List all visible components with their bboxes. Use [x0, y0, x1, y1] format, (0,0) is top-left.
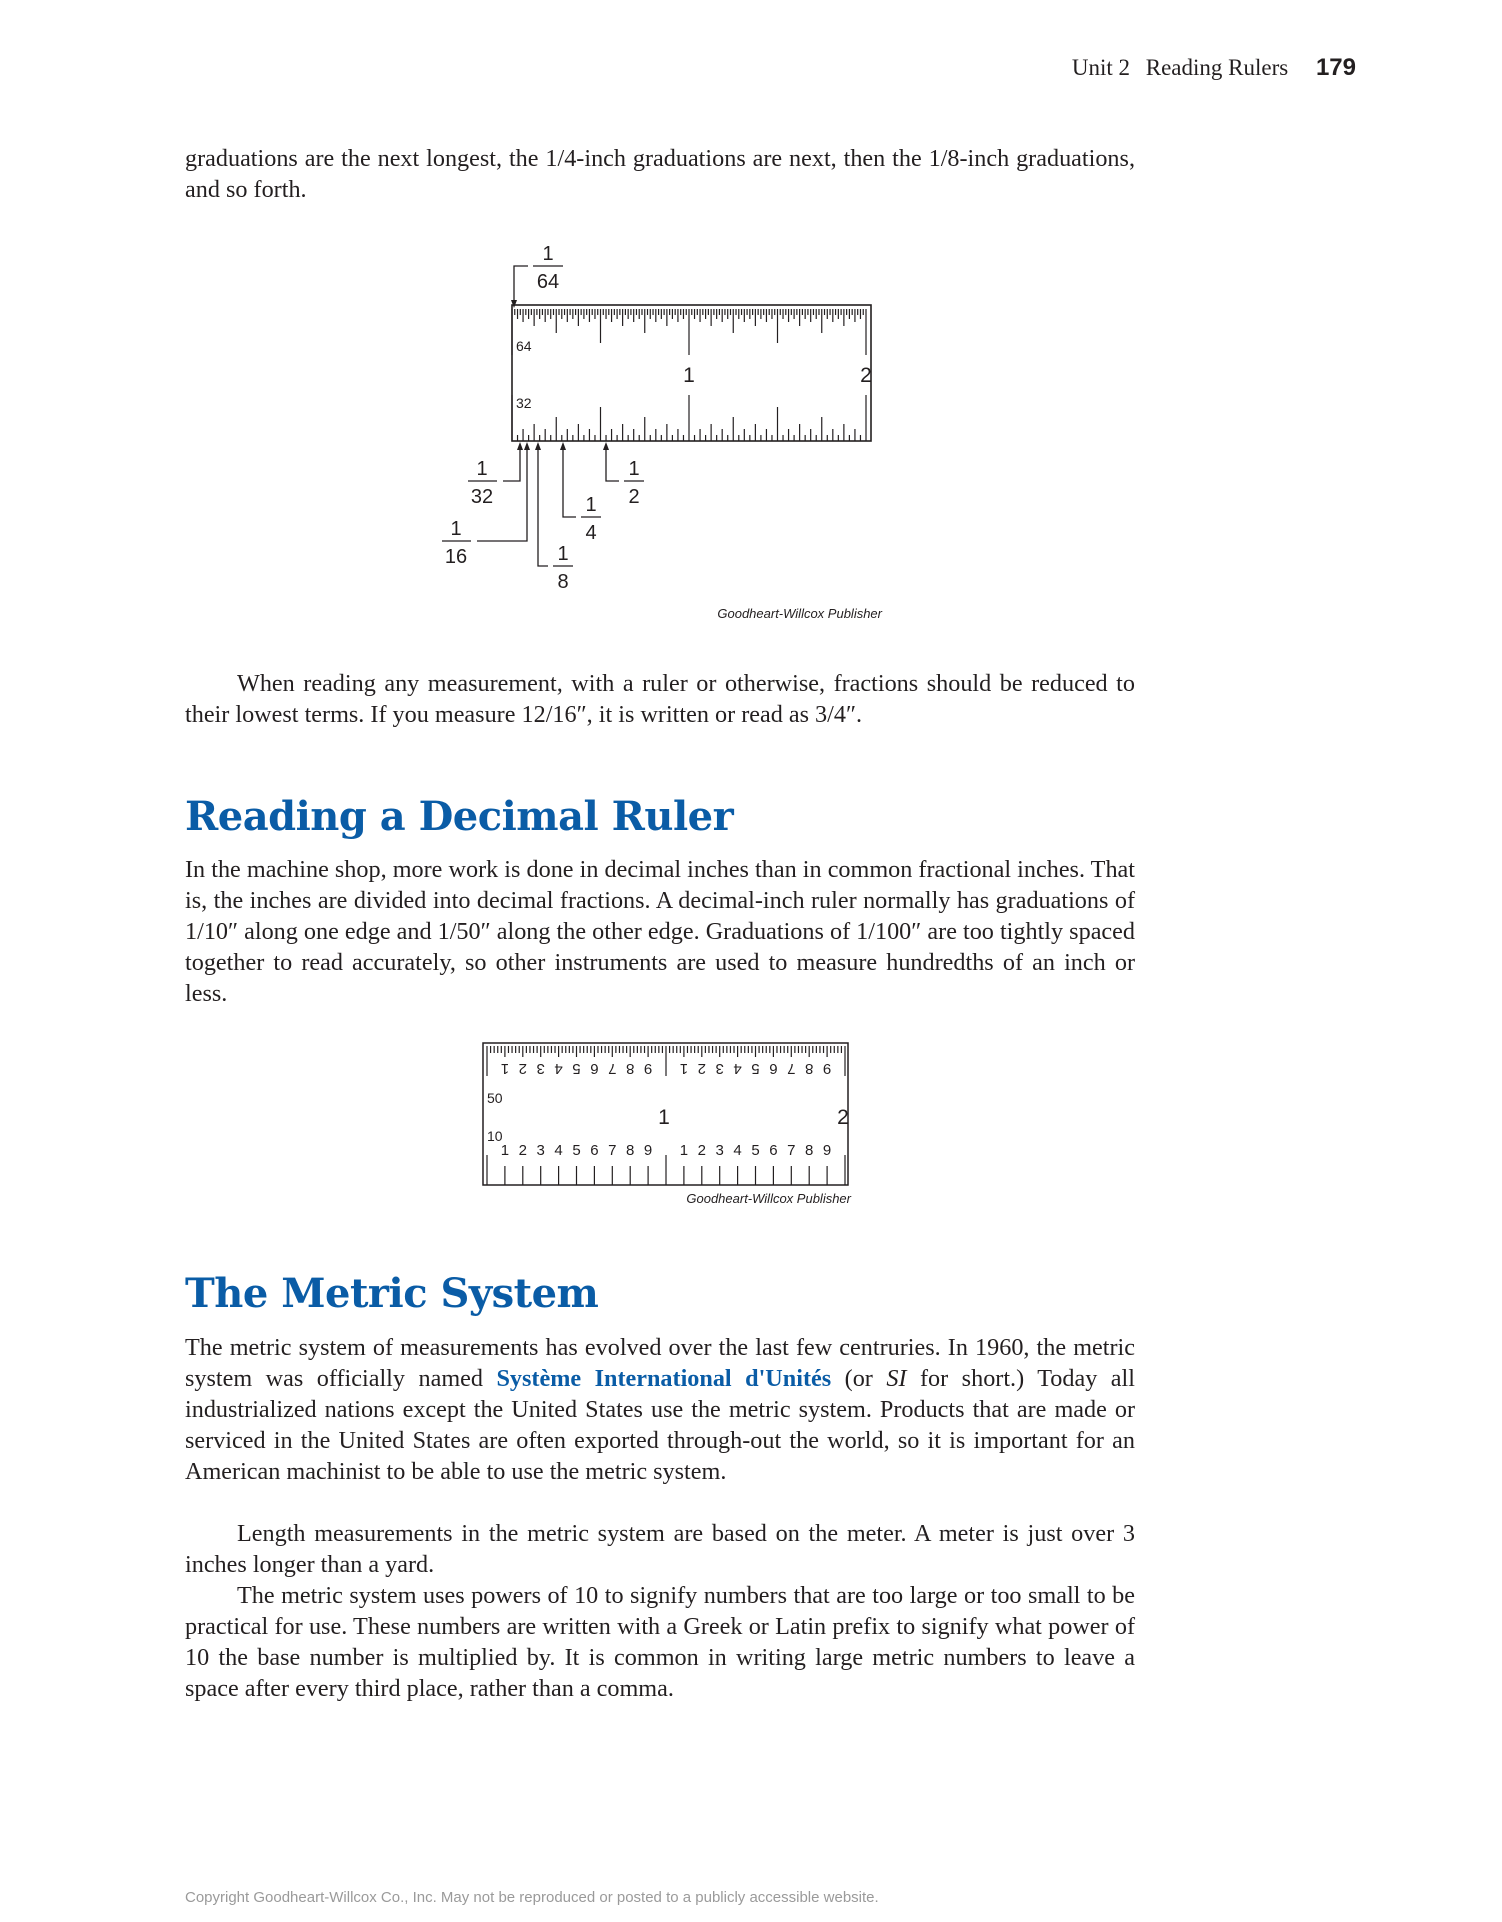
decimal-ruler-top-digit: 4	[733, 1060, 742, 1077]
callout-1-2-numerator: 1	[628, 458, 640, 480]
header-title: Reading Rulers	[1145, 55, 1289, 80]
scale-label-10: 10	[487, 1128, 503, 1144]
figure-2-credit: Goodheart-Willcox Publisher	[686, 1191, 851, 1206]
decimal-ruler-top-digit: 2	[697, 1060, 706, 1077]
metric-paragraph-1	[185, 1332, 1135, 1487]
callout-1-8-denominator: 8	[557, 571, 569, 593]
decimal-ruler-top-digit: 4	[554, 1060, 563, 1077]
decimal-ruler-bottom-digit: 8	[805, 1142, 814, 1159]
decimal-ruler-bottom-digit: 6	[590, 1142, 599, 1159]
fractional-ruler-figure	[0, 235, 1502, 625]
si-abbreviation: SI	[886, 1365, 907, 1392]
decimal-ruler-top-digit: 8	[805, 1060, 814, 1077]
decimal-ruler-bottom-digit: 7	[608, 1142, 617, 1159]
decimal-ruler-paragraph: In the machine shop, more work is done in decimal inches than in common fractional inches. That is, the inches are divided into decimal fractions. A decimal-inch ruler normally has graduations of 1/10″ along one edge and 1/50″ along the other edge. Graduations of 1/100″ are too tightly spaced together to read accurately, so other instruments are used to measure hundredths of an inch or less.	[185, 856, 1135, 1007]
intro-paragraph: graduations are the next longest, the 1/4-inch graduations are next, then the 1/8-inch graduations, and so forth.	[185, 145, 1135, 203]
decimal-ruler-top-digit: 9	[822, 1060, 832, 1077]
decimal-ruler-bottom-digit: 2	[697, 1142, 706, 1159]
metric-p1-text-end: for short.) Today all industrialized nations except the United States use the metric system. Products that are made or serviced in the United States are often exported through-out the world, so it is important for an American machinist to be able to use the metric system.	[185, 1365, 1135, 1485]
decimal-ruler-bottom-digit: 8	[626, 1142, 635, 1159]
callout-1-32-numerator: 1	[476, 458, 488, 480]
callout-1-4-numerator: 1	[585, 494, 597, 516]
decimal-ruler-bottom-digit: 5	[751, 1142, 760, 1159]
callout-1-2-denominator: 2	[628, 486, 640, 508]
callout-1-4-denominator: 4	[585, 522, 597, 544]
scale-label-32: 32	[516, 395, 532, 411]
decimal-ruler-bottom-digit: 3	[715, 1142, 724, 1159]
decimal-ruler-top-digit: 7	[608, 1060, 617, 1077]
decimal-inch-label-1: 1	[658, 1106, 670, 1129]
callout-1-32-denominator: 32	[470, 486, 494, 508]
decimal-ruler-top-digit: 7	[787, 1060, 796, 1077]
metric-p1-text-mid: (or	[831, 1365, 887, 1392]
metric-p1-text-start: The metric system of measurements has evolved over the last few centruries. In 1960, the metric system was officially named	[185, 1334, 1135, 1392]
page-number: 179	[1315, 54, 1356, 81]
decimal-ruler-top-digit: 1	[679, 1060, 689, 1077]
decimal-ruler-figure	[0, 1035, 1502, 1215]
decimal-ruler-bottom-digit: 1	[500, 1142, 510, 1159]
decimal-ruler-bottom-digit: 4	[554, 1142, 563, 1159]
callout-1-64	[511, 243, 563, 308]
header-unit: Unit 2	[1071, 55, 1130, 80]
decimal-ruler-top-digit: 1	[500, 1060, 510, 1077]
decimal-ruler-bottom-digit: 4	[733, 1142, 742, 1159]
decimal-ruler-bottom-digit: 2	[518, 1142, 527, 1159]
decimal-ruler-top-digit: 3	[715, 1060, 724, 1077]
decimal-ruler-bottom-digit: 7	[787, 1142, 796, 1159]
decimal-ruler-bottom-digit: 5	[572, 1142, 581, 1159]
decimal-ruler-top-digit: 5	[572, 1060, 581, 1077]
decimal-ruler-top-digit: 9	[643, 1060, 653, 1077]
decimal-ruler-top-digit: 3	[536, 1060, 545, 1077]
inch-label-2: 2	[860, 364, 872, 387]
decimal-inch-label-2: 2	[837, 1106, 849, 1129]
decimal-ruler-top-digit: 2	[518, 1060, 527, 1077]
copyright-footer: Copyright Goodheart-Willcox Co., Inc. May not be reproduced or posted to a publicly accessible website.	[185, 1889, 879, 1906]
callout-1-32	[468, 442, 523, 508]
si-term: Système International d'Unités	[496, 1365, 832, 1392]
figure-1-credit: Goodheart-Willcox Publisher	[717, 606, 882, 621]
scale-label-64: 64	[516, 338, 532, 354]
heading-metric-system: The Metric System	[185, 1270, 599, 1317]
lowest-terms-paragraph: When reading any measurement, with a ruler or otherwise, fractions should be reduced to their lowest terms. If you measure 12/16″, it is written or read as 3/4″.	[185, 670, 1135, 728]
inch-label-1: 1	[683, 364, 695, 387]
metric-paragraph-3: The metric system uses powers of 10 to signify numbers that are too large or too small to be practical for use. These numbers are written with a Greek or Latin prefix to signify what power of 10 the base number is multiplied by. It is common in writing large metric numbers to leave a space after every third place, rather than a comma.	[185, 1582, 1135, 1702]
callout-1-4	[560, 442, 601, 544]
heading-decimal-ruler: Reading a Decimal Ruler	[185, 793, 734, 840]
callout-1-64-numerator: 1	[542, 243, 554, 265]
decimal-ruler-top-digit: 6	[769, 1060, 778, 1077]
callout-1-2	[603, 442, 644, 508]
callout-1-16-denominator: 16	[444, 546, 468, 568]
decimal-ruler-bottom-digit: 6	[769, 1142, 778, 1159]
decimal-ruler-top-digit: 8	[626, 1060, 635, 1077]
decimal-ruler-bottom-digit: 9	[822, 1142, 832, 1159]
scale-label-50: 50	[487, 1090, 503, 1106]
running-header	[1072, 54, 1356, 82]
decimal-ruler-bottom-digit: 9	[643, 1142, 653, 1159]
callout-1-64-denominator: 64	[536, 271, 560, 293]
decimal-ruler-bottom-digit: 1	[679, 1142, 689, 1159]
callout-1-8-numerator: 1	[557, 543, 569, 565]
decimal-ruler-top-digit: 6	[590, 1060, 599, 1077]
decimal-ruler-bottom-digit: 3	[536, 1142, 545, 1159]
metric-paragraph-2: Length measurements in the metric system are based on the meter. A meter is just over 3 inches longer than a yard.	[185, 1520, 1135, 1578]
callout-1-16-numerator: 1	[450, 518, 462, 540]
decimal-ruler-top-digit: 5	[751, 1060, 760, 1077]
